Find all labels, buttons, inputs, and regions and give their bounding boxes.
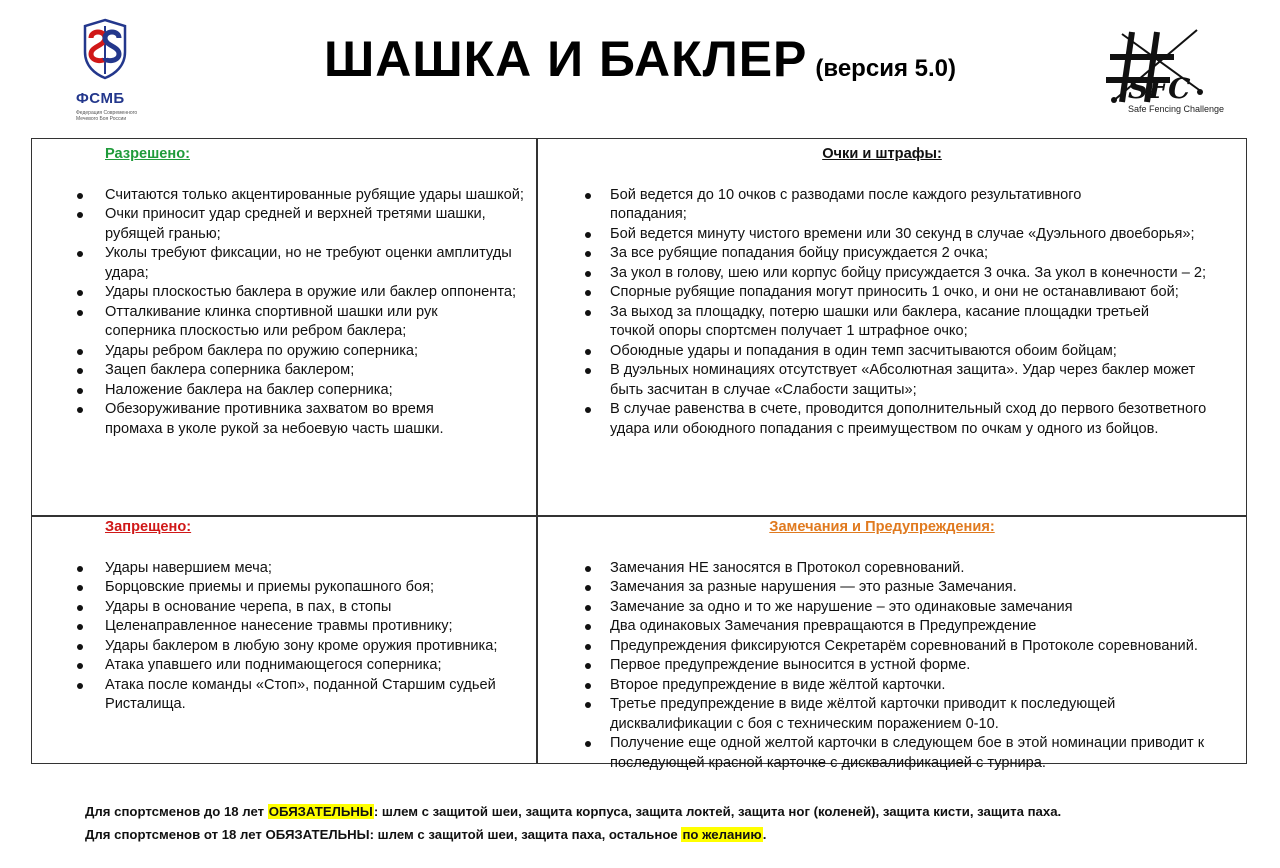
list-item: Первое предупреждение выносится в устной форме.: [538, 656, 1246, 676]
forbidden-section: [32, 518, 536, 715]
list-item: Борцовские приемы и приемы рукопашного боя;: [32, 578, 536, 598]
list-item: Атака после команды «Стоп», поданной Старшим судьей Ристалища.: [32, 676, 536, 715]
allowed-list: [32, 186, 536, 440]
list-item: Замечания за разные нарушения — это разные Замечания.: [538, 578, 1246, 598]
fsmb-subtitle: Федерация Современного Мечевого Боя России: [76, 110, 138, 122]
list-item: За все рубящие попадания бойцу присуждается 2 очка;: [538, 244, 1246, 264]
equipment-requirements: [85, 800, 1061, 846]
list-item: В дуэльных номинациях отсутствует «Абсолютная защита». Удар через баклер может быть засчитан в случае «Слабости защиты»;: [538, 361, 1246, 400]
points-section: [538, 145, 1246, 439]
sfc-subtitle: Safe Fencing Challenge: [1128, 104, 1225, 114]
list-item: В случае равенства в счете, проводится дополнительный сход до первого безответного удара или обоюдного попадания с преимуществом по очкам у одного из бойцов.: [538, 400, 1246, 439]
list-item: За выход за площадку, потерю шашки или баклера, касание площадки третьей точкой опоры спортсмен получает 1 штрафное очко;: [538, 303, 1246, 342]
page-header: [0, 0, 1280, 135]
points-heading: Очки и штрафы:: [822, 146, 942, 162]
sfc-text: SFC: [1128, 72, 1191, 105]
list-item: Спорные рубящие попадания могут приносить 1 очко, и они не останавливают бой;: [538, 283, 1246, 303]
over-18-requirements: [85, 823, 1061, 846]
list-item: Удары баклером в любую зону кроме оружия противника;: [32, 637, 536, 657]
list-item: Зацеп баклера соперника баклером;: [32, 361, 536, 381]
list-item: Удары плоскостью баклера в оружие или баклер оппонента;: [32, 283, 536, 303]
over-18-suffix: .: [762, 827, 767, 842]
forbidden-list: [32, 559, 536, 715]
points-list: [538, 186, 1246, 440]
under-18-requirements: [85, 800, 1061, 823]
over-18-prefix: Для спортсменов от 18 лет ОБЯЗАТЕЛЬНЫ: шлем с защитой шеи, защита паха, остальное: [85, 827, 682, 842]
fsmb-abbr: ФСМБ: [76, 90, 125, 107]
list-item: Отталкивание клинка спортивной шашки или рук соперника плоскостью или ребром баклера;: [32, 303, 536, 342]
list-item: Обоюдные удары и попадания в один темп засчитываются обоим бойцам;: [538, 342, 1246, 362]
list-item: Второе предупреждение в виде жёлтой карточки.: [538, 676, 1246, 696]
forbidden-heading: Запрещено:: [105, 519, 192, 535]
over-18-highlight: по желанию: [682, 827, 762, 842]
version-label: (версия 5.0): [815, 55, 956, 82]
under-18-prefix: Для спортсменов до 18 лет: [85, 804, 268, 819]
list-item: Предупреждения фиксируются Секретарём соревнований в Протоколе соревнований.: [538, 637, 1246, 657]
list-item: Удары в основание черепа, в пах, в стопы: [32, 598, 536, 618]
allowed-heading: Разрешено:: [105, 146, 190, 162]
list-item: Наложение баклера на баклер соперника;: [32, 381, 536, 401]
list-item: Третье предупреждение в виде жёлтой карточки приводит к последующей дисквалификации с боя с техническим поражением 0-10.: [538, 695, 1246, 734]
list-item: Очки приносит удар средней и верхней третями шашки, рубящей гранью;: [32, 205, 536, 244]
sfc-logo: [1102, 22, 1225, 122]
list-item: Обезоруживание противника захватом во время промаха в уколе рукой за небоевую часть шашки.: [32, 400, 536, 439]
list-item: Удары ребром баклера по оружию соперника;: [32, 342, 536, 362]
list-item: Получение еще одной желтой карточки в следующем бое в этой номинации приводит к последующей красной карточке с дисквалификацией с турнира.: [538, 734, 1246, 773]
list-item: Удары навершием меча;: [32, 559, 536, 579]
title-block: [0, 30, 1280, 88]
page-title: ШАШКА И БАКЛЕР: [324, 31, 808, 87]
rules-table: [31, 138, 1247, 771]
list-item: За укол в голову, шею или корпус бойцу присуждается 3 очка. За укол в конечности – 2;: [538, 264, 1246, 284]
under-18-suffix: : шлем с защитой шеи, защита корпуса, защита локтей, защита ног (коленей), защита кисти, защита паха.: [373, 804, 1062, 819]
list-item: Бой ведется минуту чистого времени или 30 секунд в случае «Дуэльного двоеборья»;: [538, 225, 1246, 245]
under-18-highlight: ОБЯЗАТЕЛЬНЫ: [268, 804, 373, 819]
list-item: Два одинаковых Замечания превращаются в Предупреждение: [538, 617, 1246, 637]
warnings-list: [538, 559, 1246, 774]
warnings-section: [538, 518, 1246, 773]
row-divider: [32, 515, 1246, 517]
list-item: Атака упавшего или поднимающегося соперника;: [32, 656, 536, 676]
list-item: Считаются только акцентированные рубящие удары шашкой;: [32, 186, 536, 206]
list-item: Уколы требуют фиксации, но не требуют оценки амплитуды удара;: [32, 244, 536, 283]
allowed-section: [32, 145, 536, 439]
list-item: Бой ведется до 10 очков с разводами после каждого результативного попадания;: [538, 186, 1246, 225]
warnings-heading: Замечания и Предупреждения:: [769, 519, 995, 535]
list-item: Целенаправленное нанесение травмы противнику;: [32, 617, 536, 637]
list-item: Замечания НЕ заносятся в Протокол соревнований.: [538, 559, 1246, 579]
list-item: Замечание за одно и то же нарушение – это одинаковые замечания: [538, 598, 1246, 618]
